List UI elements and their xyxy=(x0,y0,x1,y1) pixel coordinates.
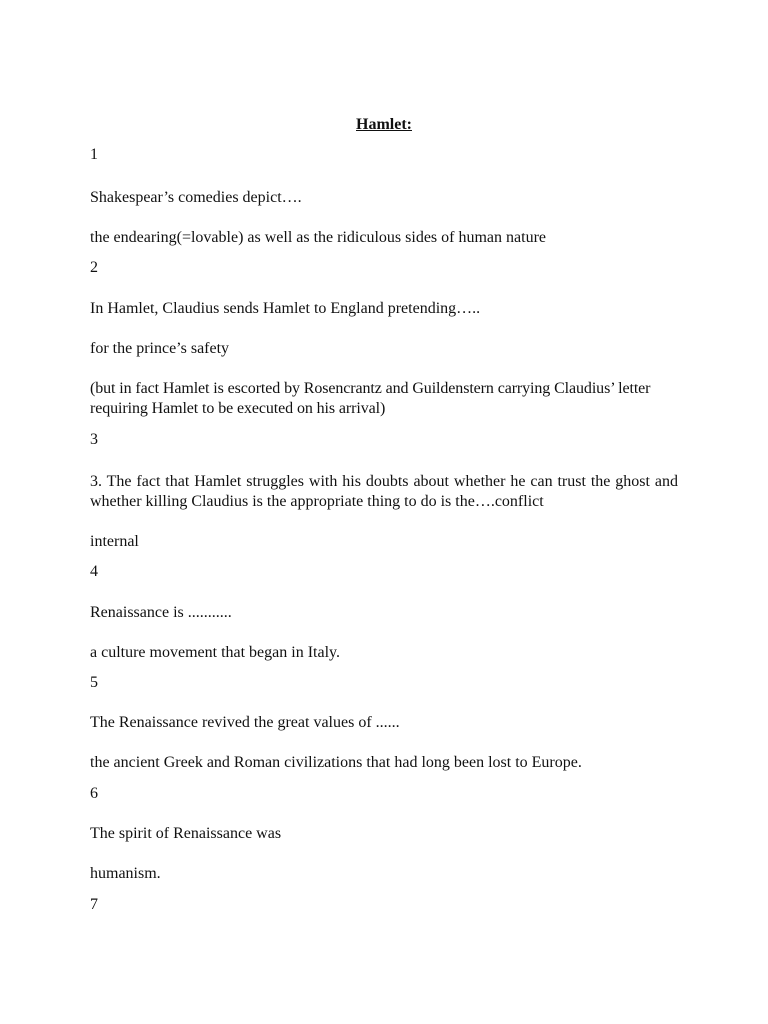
item-question-6: The spirit of Renaissance was xyxy=(90,825,282,842)
item-number-7: 7 xyxy=(90,896,98,913)
item-answer-1: the endearing(=lovable) as well as the ridiculous sides of human nature xyxy=(90,229,546,246)
item-number-3: 3 xyxy=(90,431,98,448)
item-question-1: Shakespear’s comedies depict…. xyxy=(90,189,302,206)
item-question-5: The Renaissance revived the great values of ...... xyxy=(90,714,400,731)
item-number-4: 4 xyxy=(90,563,98,580)
item-answer-6: humanism. xyxy=(90,865,161,882)
document-title: Hamlet: xyxy=(356,116,412,133)
item-answer-4: a culture movement that began in Italy. xyxy=(90,644,340,661)
item-answer-5: the ancient Greek and Roman civilizations that had long been lost to Europe. xyxy=(90,754,582,771)
item-number-2: 2 xyxy=(90,259,98,276)
item-number-5: 5 xyxy=(90,674,98,691)
item-question-4: Renaissance is ........... xyxy=(90,604,232,621)
item-answer-3: internal xyxy=(90,533,139,550)
item-number-6: 6 xyxy=(90,785,98,802)
item-question-3: 3. The fact that Hamlet struggles with his doubts about whether he can trust the ghost and whether killing Claudius is the appropriate thing to do is the….conflict xyxy=(90,473,678,510)
item-note-2: (but in fact Hamlet is escorted by Rosencrantz and Guildenstern carrying Claudius’ letter requiring Hamlet to be executed on his arrival) xyxy=(90,380,651,417)
item-number-1: 1 xyxy=(90,146,98,163)
item-question-2: In Hamlet, Claudius sends Hamlet to England pretending….. xyxy=(90,300,481,317)
item-answer-2: for the prince’s safety xyxy=(90,340,230,357)
